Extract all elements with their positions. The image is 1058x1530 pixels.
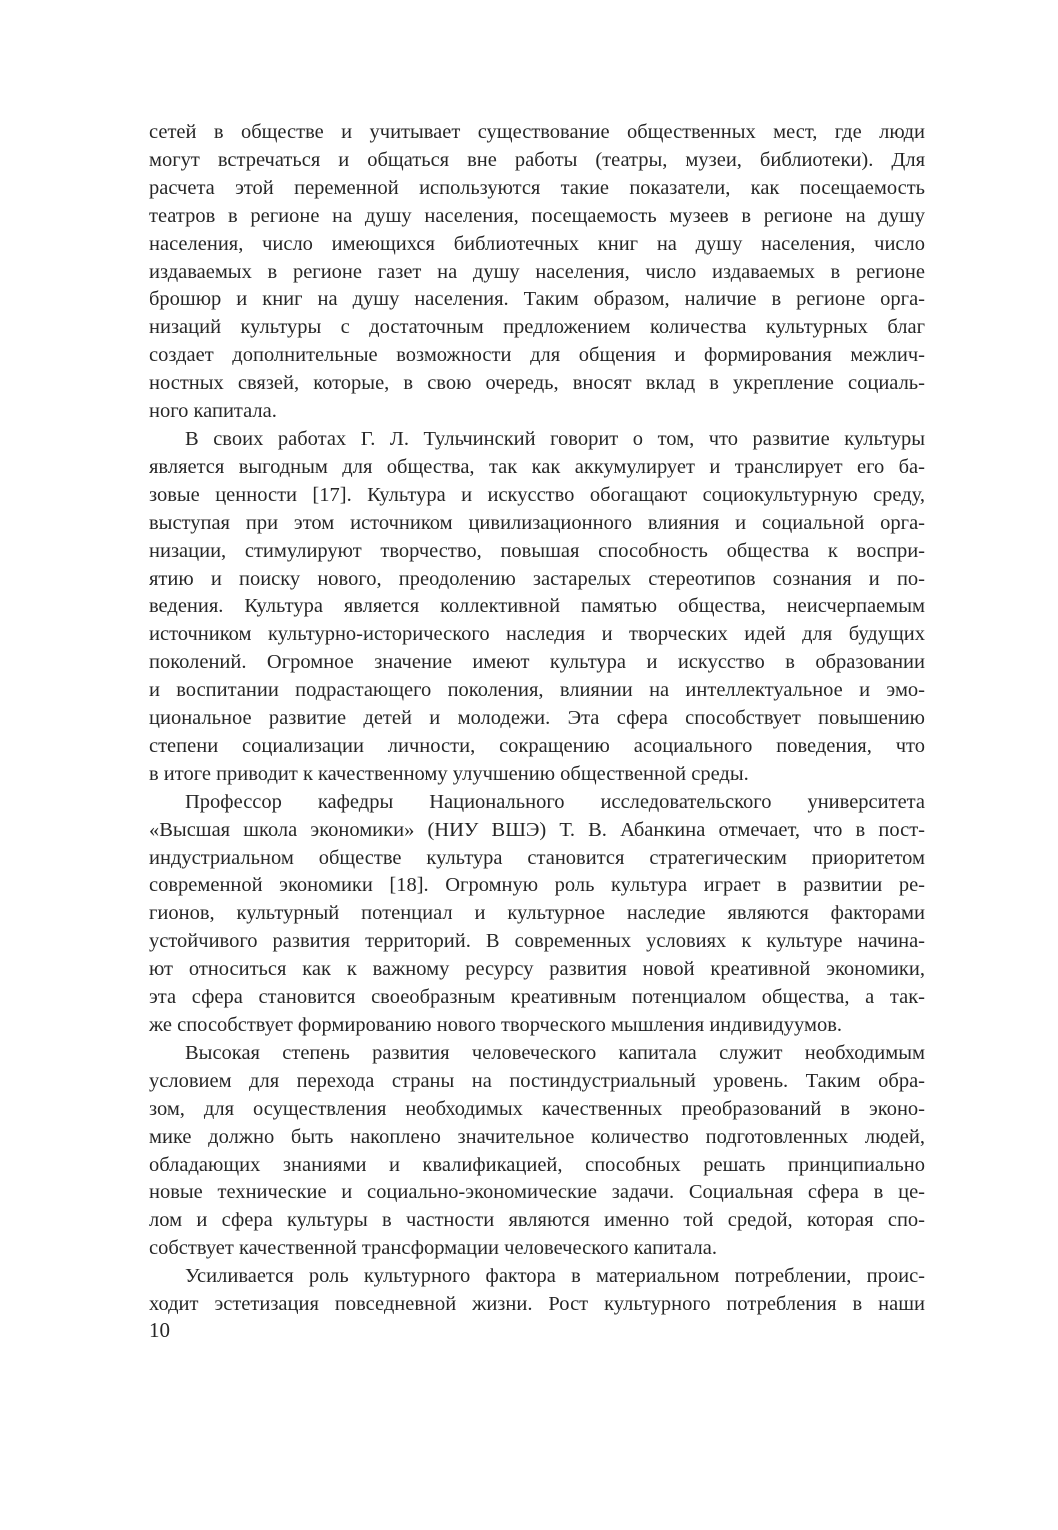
text-line: в итоге приводит к качественному улучшению общественной среды. bbox=[149, 762, 749, 785]
text-line: ют относиться как к важному ресурсу развития новой креативной экономики, bbox=[149, 958, 925, 981]
text-line: могут встречаться и общаться вне работы (театры, музеи, библиотеки). Для bbox=[149, 148, 925, 171]
text-line: населения, число имеющихся библиотечных книг на душу населения, число bbox=[149, 232, 925, 255]
text-line: собствует качественной трансформации человеческого капитала. bbox=[149, 1237, 718, 1260]
text-line: индустриальном обществе культура становится стратегическим приоритетом bbox=[149, 846, 925, 869]
text-line: ностных связей, которые, в свою очередь, вносят вклад в укрепление социаль- bbox=[149, 372, 925, 395]
text-line: низации, стимулируют творчество, повышая способность общества к воспри- bbox=[149, 539, 925, 562]
text-line: мике должно быть накоплено значительное количество подготовленных людей, bbox=[149, 1125, 925, 1148]
text-line: брошюр и книг на душу населения. Таким образом, наличие в регионе орга- bbox=[149, 288, 925, 311]
text-line: условием для перехода страны на постиндустриальный уровень. Таким обра- bbox=[149, 1069, 925, 1092]
text-line: ведения. Культура является коллективной памятью общества, неисчерпаемым bbox=[149, 595, 925, 618]
page-number: 10 bbox=[149, 1318, 170, 1342]
text-line: зом, для осуществления необходимых качественных преобразований в эконо- bbox=[149, 1097, 925, 1120]
text-line: является выгодным для общества, так как аккумулирует и транслирует его ба- bbox=[149, 455, 925, 478]
paragraph-1 bbox=[149, 119, 925, 426]
text-line: обладающих знаниями и квалификацией, способных решать принципиально bbox=[149, 1153, 925, 1176]
text-line: степени социализации личности, сокращению асоциального поведения, что bbox=[149, 734, 925, 757]
paragraph-4 bbox=[149, 1040, 925, 1263]
body-text bbox=[149, 119, 925, 1319]
text-line: новые технические и социально-экономические задачи. Социальная сфера в це- bbox=[149, 1181, 925, 1204]
text-line: современной экономики [18]. Огромную роль культура играет в развитии ре- bbox=[149, 874, 925, 897]
text-line: устойчивого развития территорий. В современных условиях к культуре начина- bbox=[149, 930, 925, 953]
text-line: создает дополнительные возможности для общения и формирования межлич- bbox=[149, 344, 925, 367]
text-line: Высокая степень развития человеческого капитала служит необходимым bbox=[185, 1041, 925, 1064]
text-line: и воспитании подрастающего поколения, влиянии на интеллектуальное и эмо- bbox=[149, 679, 925, 702]
text-line: ного капитала. bbox=[149, 400, 277, 423]
text-line: лом и сфера культуры в частности являются именно той средой, которая спо- bbox=[149, 1209, 925, 1232]
paragraph-3 bbox=[149, 789, 925, 1040]
text-line: «Высшая школа экономики» (НИУ ВШЭ) Т. В. Абанкина отмечает, что в пост- bbox=[149, 818, 925, 841]
text-line: низаций культуры с достаточным предложением количества культурных благ bbox=[149, 316, 925, 339]
paragraph-2 bbox=[149, 426, 925, 789]
text-line: издаваемых в регионе газет на душу населения, число издаваемых в регионе bbox=[149, 260, 925, 283]
text-line: Профессор кафедры Национального исследовательского университета bbox=[185, 790, 925, 813]
text-line: циональное развитие детей и молодежи. Эта сфера способствует повышению bbox=[149, 707, 925, 730]
text-line: расчета этой переменной используются такие показатели, как посещаемость bbox=[149, 176, 925, 199]
text-line: поколений. Огромное значение имеют культура и искусство в образовании bbox=[149, 651, 925, 674]
text-line: Усиливается роль культурного фактора в материальном потреблении, проис- bbox=[185, 1265, 925, 1288]
text-line: гионов, культурный потенциал и культурное наследие являются факторами bbox=[149, 902, 925, 925]
text-line: же способствует формированию нового творческого мышления индивидуумов. bbox=[149, 1014, 842, 1036]
text-line: выступая при этом источником цивилизационного влияния и социальной орга- bbox=[149, 511, 925, 534]
text-line: эта сфера становится своеобразным креативным потенциалом общества, а так- bbox=[149, 986, 925, 1009]
text-line: В своих работах Г. Л. Тульчинский говорит о том, что развитие культуры bbox=[185, 427, 925, 450]
text-line: сетей в обществе и учитывает существование общественных мест, где люди bbox=[149, 121, 925, 143]
text-line: ятию и поиску нового, преодолению застарелых стереотипов сознания и по- bbox=[149, 567, 925, 590]
text-line: ходит эстетизация повседневной жизни. Рост культурного потребления в наши bbox=[149, 1293, 925, 1316]
text-line: зовые ценности [17]. Культура и искусство обогащают социокультурную среду, bbox=[149, 483, 925, 506]
paragraph-5 bbox=[149, 1263, 925, 1319]
text-line: театров в регионе на душу населения, посещаемость музеев в регионе на душу bbox=[149, 204, 925, 227]
text-line: источником культурно-исторического наследия и творческих идей для будущих bbox=[149, 623, 925, 646]
